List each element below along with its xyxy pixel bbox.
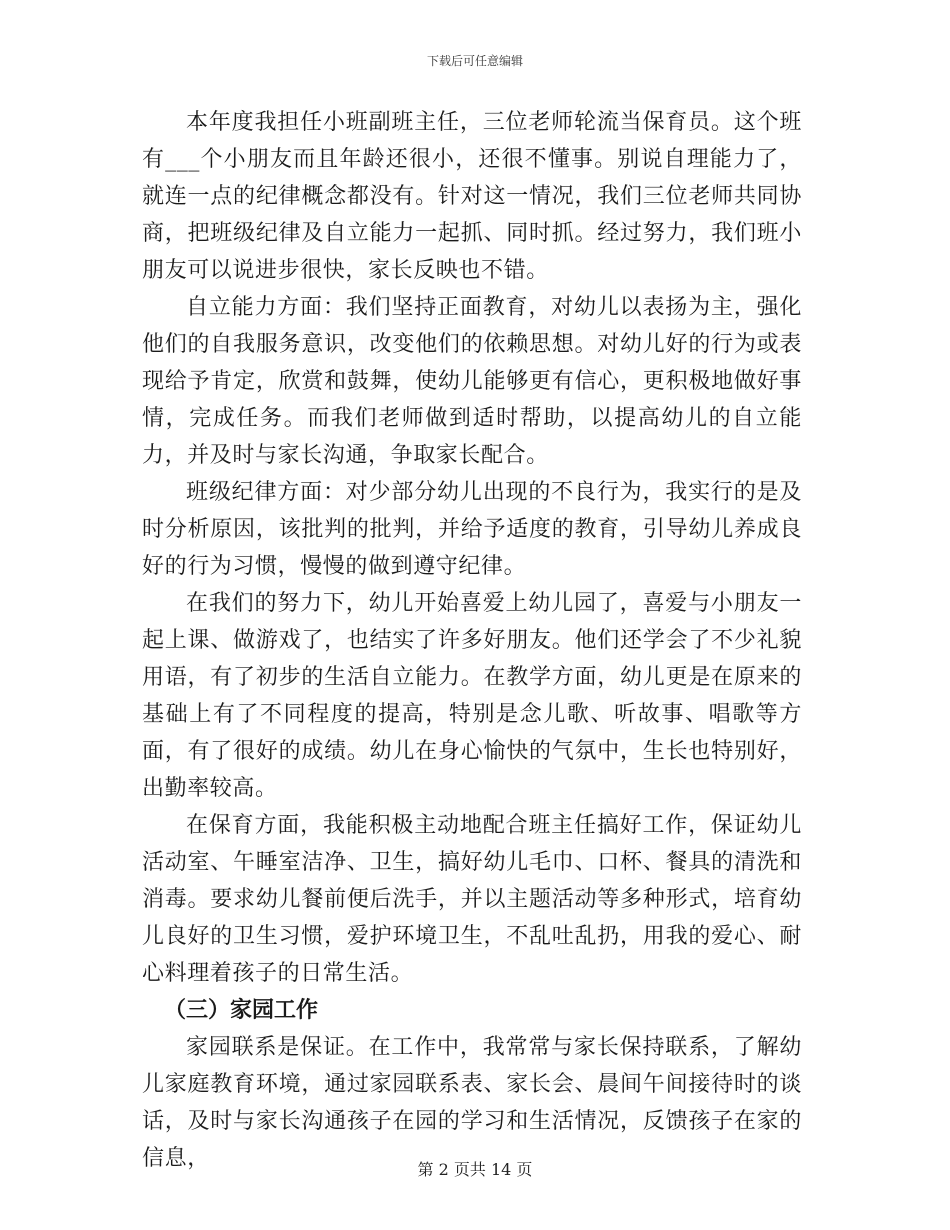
paragraph-intro: 本年度我担任小班副班主任，三位老师轮流当保育员。这个班有___个小朋友而且年龄还很小，还很不懂事。别说自理能力了，就连一点的纪律概念都没有。针对这一情况，我们三位老师共同协商，把班级纪律及自立能力一起抓、同时抓。经过努力，我们班小朋友可以说进步很快，家长反映也不错。 xyxy=(142,110,802,283)
page-footer: 第 2 页共 14 页 xyxy=(417,1160,533,1179)
document-body xyxy=(142,104,802,1177)
paragraph-care: 在保育方面，我能积极主动地配合班主任搞好工作，保证幼儿活动室、午睡室洁净、卫生，搞好幼儿毛巾、口杯、餐具的清洗和消毒。要求幼儿餐前便后洗手，并以主题活动等多种形式，培育幼儿良好的卫生习惯，爱护环境卫生，不乱吐乱扔，用我的爱心、耐心料理着孩子的日常生活。 xyxy=(142,813,802,986)
page-header: 下载后可任意编辑 xyxy=(426,54,523,68)
section-heading: （三）家园工作 xyxy=(164,998,319,1023)
paragraph-home-school: 家园联系是保证。在工作中，我常常与家长保持联系，了解幼儿家庭教育环境，通过家园联系表、家长会、晨间午间接待时的谈话，及时与家长沟通孩子在园的学习和生活情况，反馈孩子在家的信息， xyxy=(142,1035,802,1171)
paragraph-self-reliance: 自立能力方面：我们坚持正面教育，对幼儿以表扬为主，强化他们的自我服务意识，改变他们的依赖思想。对幼儿好的行为或表现给予肯定，欣赏和鼓舞，使幼儿能够更有信心，更积极地做好事情，完成任务。而我们老师做到适时帮助，以提高幼儿的自立能力，并及时与家长沟通，争取家长配合。 xyxy=(142,295,802,468)
paragraph-discipline: 班级纪律方面：对少部分幼儿出现的不良行为，我实行的是及时分析原因，该批判的批判，并给予适度的教育，引导幼儿养成良好的行为习惯，慢慢的做到遵守纪律。 xyxy=(142,480,802,579)
paragraph-progress: 在我们的努力下，幼儿开始喜爱上幼儿园了，喜爱与小朋友一起上课、做游戏了，也结实了许多好朋友。他们还学会了不少礼貌用语，有了初步的生活自立能力。在教学方面，幼儿更是在原来的基础上有了不同程度的提高，特别是念儿歌、听故事、唱歌等方面，有了很好的成绩。幼儿在身心愉快的气氛中，生长也特别好，出勤率较高。 xyxy=(142,591,802,801)
